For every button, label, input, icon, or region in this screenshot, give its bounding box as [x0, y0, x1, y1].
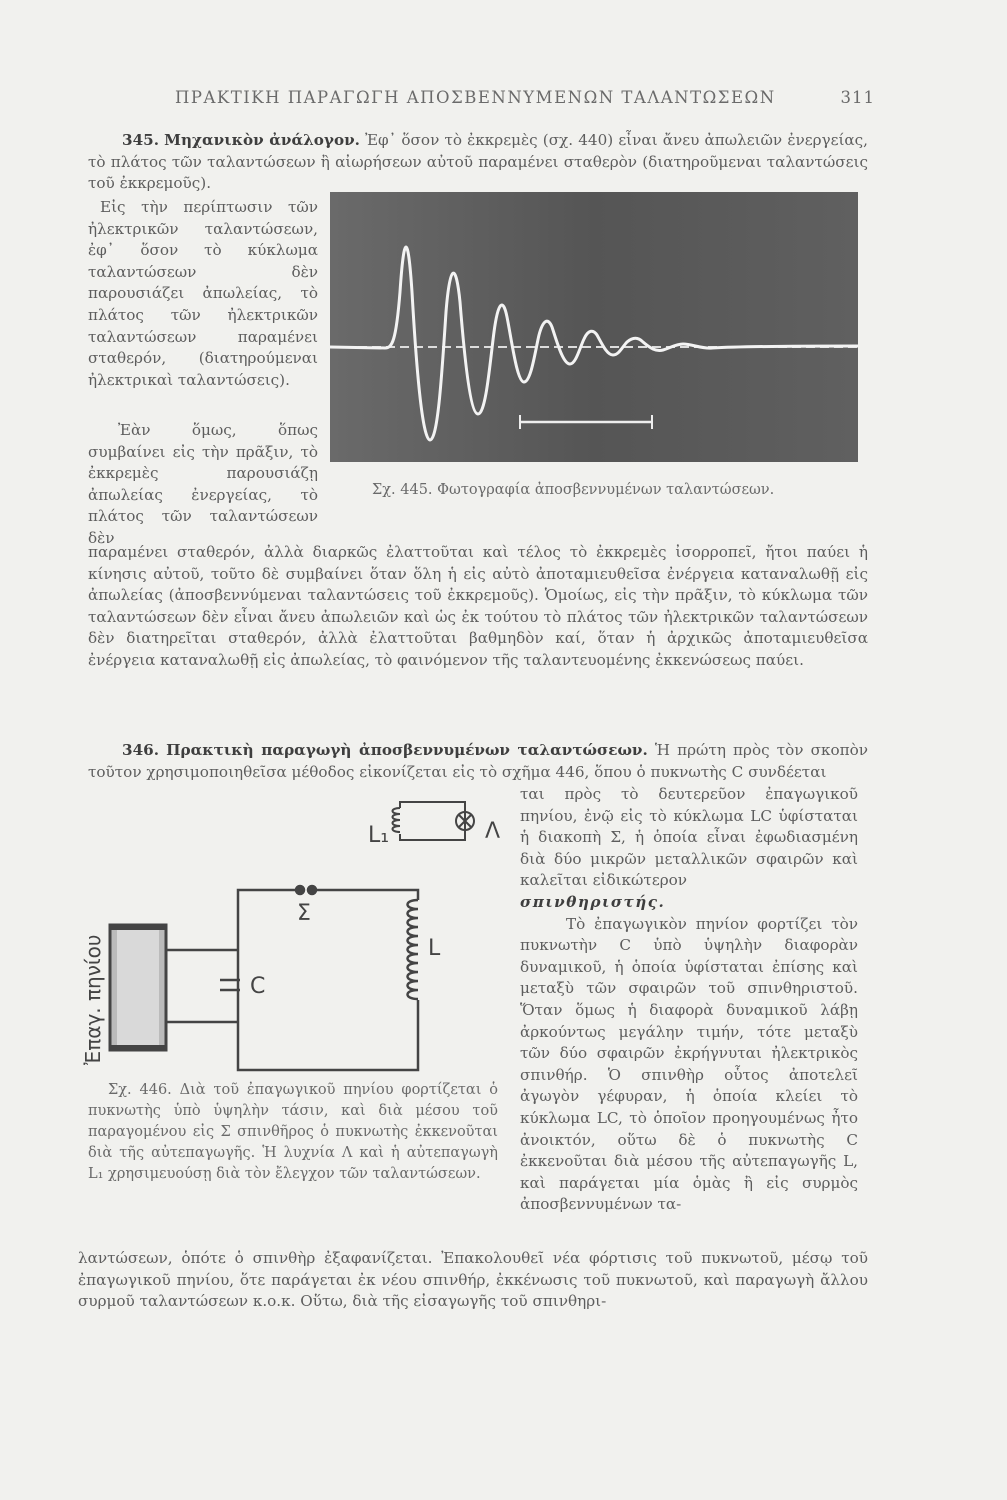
- running-header: [175, 88, 875, 107]
- sec346-right-text2: Τὸ ἐπαγωγικὸν πηνίον φορτίζει τὸν πυκνωτὴν C ὑπὸ ὑψηλὴν διαφορὰν δυναμικοῦ, ἡ ὁποία ὑφίσταται ἐπίσης καὶ μεταξὺ τῶν σφαιρῶν τοῦ σπινθηριστοῦ. Ὅταν ὅμως ἡ διαφορὰ δυναμικοῦ λάβῃ ἀρκούντως μεγάλην τιμήν, τότε μεταξὺ τῶν δύο σφαιρῶν ἐκρήγνυται ἠλεκτρικὸς σπινθήρ. Ὁ σπινθὴρ οὗτος ἀποτελεῖ ἀγωγὸν γέφυραν, ἡ ὁποία κλείει τὸ κύκλωμα LC, τὸ ὁποῖον προηγουμένως ἦτο ἀνοικτόν, οὕτω δὲ ὁ πυκνωτὴς C ἐκκενοῦται διὰ μέσου τῆς αὐτεπαγωγῆς L, καὶ παράγεται μία ὁμὰς ἢ εἰς συρμὸς ἀποσβεννυμένων τα-: [520, 914, 858, 1214]
- sec346-title: Πρακτικὴ παραγωγὴ ἀποσβεννυμένων ταλαντώσεων.: [166, 741, 648, 759]
- fig445-caption: Σχ. 445. Φωτογραφία ἀποσβεννυμένων ταλαντώσεων.: [372, 482, 775, 498]
- sec346-intro: [88, 740, 868, 783]
- sec346-closing: λαντώσεων, ὁπότε ὁ σπινθὴρ ἐξαφανίζεται. Ἐπακολουθεῖ νέα φόρτισις τοῦ πυκνωτοῦ, μέσῳ τοῦ ἐπαγωγικοῦ πηνίου, ὅτε παράγεται ἐκ νέου σπινθήρ, ἐκκένωσις τοῦ πυκνωτοῦ, καὶ παραγωγὴ ἄλλου συρμοῦ ταλαντώσεων κ.ο.κ. Οὕτω, διὰ τῆς εἰσαγωγῆς τοῦ σπινθηρι-: [78, 1249, 868, 1311]
- sec345-body: παραμένει σταθερόν, ἀλλὰ διαρκῶς ἐλαττοῦται καὶ τέλος τὸ ἐκκρεμὲς ἰσορροπεῖ, ἤτοι παύει ἡ κίνησις αὐτοῦ, τοῦτο δὲ συμβαίνει ὅταν ὅλη ἡ εἰς αὐτὸ ἀποταμιευθεῖσα ἐνέργεια καταναλωθῇ εἰς ἀπωλείας (ἀποσβεννύμεναι ταλαντώσεις τοῦ ἐκκρεμοῦς). Ὁμοίως, εἰς τὴν πρᾶξιν, τὸ κύκλωμα τῶν ταλαντώσεων δὲν εἶναι ἄνευ ἀπωλειῶν καὶ ὡς ἐκ τούτου τὸ πλάτος τῶν ἠλεκτρικῶν ταλαντώσεων δὲν διατηρεῖται σταθερόν, ἀλλὰ ἐλαττοῦται βαθμηδὸν καί, ὅταν ἡ ἀρχικῶς ἀποταμιευθεῖσα ἐνέργεια καταναλωθῇ εἰς ἀπωλείας, τὸ φαινόμενον τῆς ταλαντευομένης ἐκκενώσεως παύει.: [88, 543, 868, 669]
- spark-gap-term: σπινθηριστής.: [520, 892, 666, 911]
- sec345-left-col: Εἰς τὴν περίπτωσιν τῶν ἠλεκτρικῶν ταλαντώσεων, ἐφ᾿ ὅσον τὸ κύκλωμα ταλαντώσεων δὲν παρουσιάζει ἀπωλείας, τὸ πλάτος τῶν ἠλεκτρικῶν ταλαντώσεων παραμένει σταθερόν, (διατηρούμεναι ἠλεκτρικαὶ ταλαντώσεις).: [88, 198, 318, 389]
- sec345-number: 345.: [122, 131, 159, 149]
- label-lamp: Λ: [485, 819, 501, 844]
- sec346-right-col: [520, 784, 858, 1216]
- label-sigma: Σ: [297, 901, 311, 926]
- sec346-right-text: ται πρὸς τὸ δευτερεῦον ἐπαγωγικοῦ πηνίου, ἐνῷ εἰς τὸ κύκλωμα LC ὑφίσταται ἡ διακοπὴ Σ, ἡ ὁποία εἶναι ἐφωδιασμένη διὰ δύο μικρῶν μεταλλικῶν σφαιρῶν καὶ καλεῖται εἰδικώτερον: [520, 785, 858, 890]
- oscillation-trace: [330, 192, 858, 462]
- fig446-caption: Σχ. 446. Διὰ τοῦ ἐπαγωγικοῦ πηνίου φορτίζεται ὁ πυκνωτὴς ὑπὸ ὑψηλὴν τάσιν, καὶ διὰ μέσου τοῦ παραγομένου εἰς Σ σπινθῆρος ὁ πυκνωτὴς ἐκκενοῦται διὰ τῆς αὐτεπαγωγῆς. Ἡ λυχνία Λ καὶ ἡ αὐτεπαγωγὴ L₁ χρησιμευούσῃ διὰ τὸν ἔλεγχον τῶν ταλαντώσεων.: [88, 1082, 498, 1182]
- sec345-intro-text: Ἐφ᾿ ὅσον τὸ ἐκκρεμὲς (σχ. 440) εἶναι ἄνευ ἀπωλειῶν ἐνεργείας, τὸ πλάτος τῶν ταλαντώσεων ἢ αἰωρήσεων αὐτοῦ παραμένει σταθερὸν (διατηροῦμεναι ταλαντώσεις τοῦ ἐκκρεμοῦς).: [88, 131, 868, 193]
- coil-L: [408, 900, 419, 999]
- sec345-title: Μηχανικὸν ἀνάλογον.: [164, 131, 360, 149]
- page-number: 311: [840, 88, 875, 107]
- sec346-number: 346.: [122, 741, 159, 759]
- lamp-circuit: [393, 802, 475, 840]
- label-coil: Ἐπαγ. πηνίου: [81, 934, 105, 1065]
- induction-coil: [110, 925, 198, 1050]
- label-L: L: [428, 936, 441, 961]
- sec345-intro: [88, 130, 868, 195]
- label-C: C: [250, 974, 266, 999]
- sec346-intro-text: Ἡ πρώτη πρὸς τὸν σκοπὸν τοῦτον χρησιμοποιηθεῖσα μέθοδος εἰκονίζεται εἰς τὸ σχῆμα 446, ὅπου ὁ πυκνωτὴς C συνδέεται: [88, 741, 869, 781]
- sec345-left-col2: Ἐὰν ὅμως, ὅπως συμβαίνει εἰς τὴν πρᾶξιν, τὸ ἐκκρεμὲς παρουσιάζῃ ἀπωλείας ἐνεργείας, τὸ πλάτος τῶν ταλαντώσεων δὲν: [88, 421, 318, 547]
- damped-oscillation-photo: [330, 192, 858, 462]
- circuit-diagram: [70, 790, 510, 1090]
- spark-ball-left: [296, 886, 304, 894]
- header-title: ΠΡΑΚΤΙΚΗ ΠΑΡΑΓΩΓΗ ΑΠΟΣΒΕΝΝΥΜΕΝΩΝ ΤΑΛΑΝΤΩΣΕΩΝ: [175, 88, 776, 107]
- coil-L1: [393, 808, 401, 832]
- spark-ball-right: [308, 886, 316, 894]
- label-L1: L₁: [368, 823, 390, 848]
